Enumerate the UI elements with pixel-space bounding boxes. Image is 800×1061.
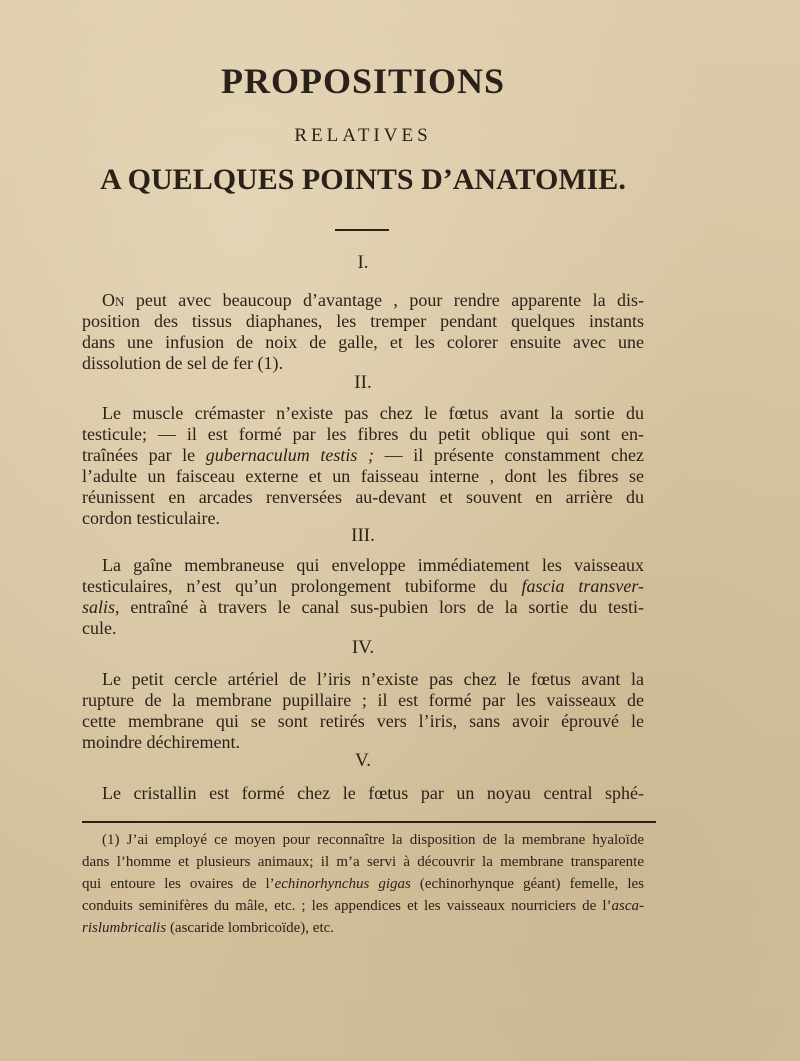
section-3-text bbox=[82, 555, 644, 639]
text-line: cette membrane qui se sont retirés vers l’iris, sans avoir éprouvé le bbox=[82, 711, 644, 731]
section-2-text bbox=[82, 403, 644, 529]
footnote-line: conduits seminifères du mâle, etc. ; les appendices et les vaisseaux nourriciers de l’asca- bbox=[82, 898, 644, 914]
section-5-text bbox=[82, 783, 644, 804]
text-line: l’adulte un faisceau externe et un faisseau interne , dont les fibres se bbox=[82, 466, 644, 486]
text-line: dans une infusion de noix de galle, et les colorer ensuite avec une bbox=[82, 332, 644, 352]
section-number-5: V. bbox=[354, 750, 372, 771]
text-line: rupture de la membrane pupillaire ; il est formé par les vaisseaux de bbox=[82, 690, 644, 710]
text-line: La gaîne membraneuse qui enveloppe immédiatement les vaisseaux bbox=[102, 555, 644, 575]
section-number-2: II. bbox=[354, 372, 372, 393]
text-line: réunissent en arcades renversées au-devant et souvent en arrière du bbox=[82, 487, 644, 507]
text-line: Le petit cercle artériel de l’iris n’existe pas chez le fœtus avant la bbox=[102, 669, 644, 689]
footnote-divider bbox=[82, 821, 656, 823]
text-line: On peut avec beaucoup d’avantage , pour rendre apparente la dis- bbox=[102, 290, 644, 310]
text-line: salis, entraîné à travers le canal sus-pubien lors de la sortie du testi- bbox=[82, 597, 644, 617]
text-line: moindre déchirement. bbox=[82, 732, 240, 752]
text-line: position des tissus diaphanes, les tremper pendant quelques instants bbox=[82, 311, 644, 331]
text-line: cordon testiculaire. bbox=[82, 508, 220, 528]
text-line: dissolution de sel de fer (1). bbox=[82, 353, 283, 373]
footnote-line: dans l’homme et plusieurs animaux; il m’a servi à découvrir la membrane transparente bbox=[82, 854, 644, 870]
title-divider bbox=[335, 229, 389, 231]
text-line: traînées par le gubernaculum testis ; — il présente constamment chez bbox=[82, 445, 644, 465]
text-line: testicule; — il est formé par les fibres du petit oblique qui sont en- bbox=[82, 424, 644, 444]
footnote-line: rislumbricalis (ascaride lombricoïde), etc. bbox=[82, 920, 335, 936]
text-line: testiculaires, n’est qu’un prolongement tubiforme du fascia transver- bbox=[82, 576, 645, 596]
text-line: Le muscle crémaster n’existe pas chez le fœtus avant la sortie du bbox=[102, 403, 644, 423]
footnote-line: (1) J’ai employé ce moyen pour reconnaître la disposition de la membrane hyaloïde bbox=[102, 832, 644, 848]
section-1-text bbox=[82, 290, 644, 374]
footnote bbox=[82, 829, 644, 939]
section-number-4: IV. bbox=[351, 637, 375, 658]
footnote-line: qui entoure les ovaires de l’echinorhynchus gigas (echinorhynque géant) femelle, les bbox=[82, 876, 644, 892]
section-4-text bbox=[82, 669, 644, 753]
section-number-1: I. bbox=[357, 252, 369, 273]
text-line: Le cristallin est formé chez le fœtus par un noyau central sphé- bbox=[102, 783, 644, 803]
text-line: cule. bbox=[82, 618, 117, 638]
page-subtitle: RELATIVES bbox=[294, 125, 432, 146]
section-number-3: III. bbox=[351, 525, 375, 546]
page-title-secondary: A QUELQUES POINTS D’ANATOMIE. bbox=[100, 163, 626, 196]
page-title: PROPOSITIONS bbox=[220, 61, 506, 101]
